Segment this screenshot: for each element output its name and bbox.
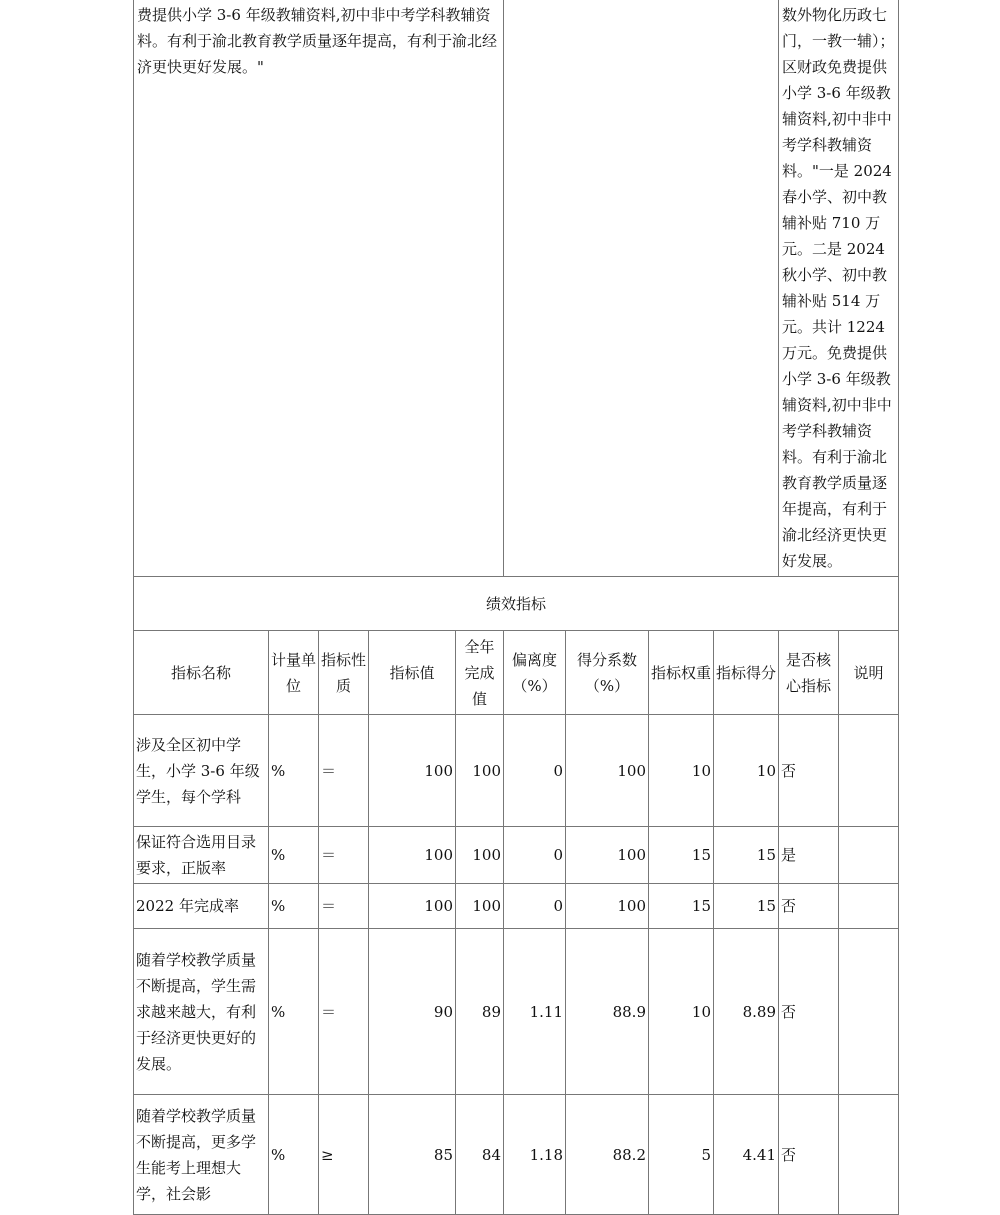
cell-weight: 15: [649, 827, 714, 884]
cell-actual: 89: [456, 929, 504, 1095]
header-deviation: 偏离度（%）: [504, 631, 566, 715]
summary-right-cell: 数外物化历政七门，一教一辅）；区财政免费提供小学 3-6 年级教辅资料,初中非中考学科教辅资料。"一是 2024 春小学、初中教辅补贴 710 万元。二是 2024 秋小学、初中教辅补贴 514 万元。共计 1224 万元。免费提供小学 3-6 年级教辅资料,初中非中考学科教辅资料。有利于渝北教育教学质量逐年提高，有利于渝北经济更快更好发展。: [779, 0, 899, 577]
cell-note: [839, 827, 899, 884]
cell-note: [839, 715, 899, 827]
header-name: 指标名称: [134, 631, 269, 715]
cell-name: 2022 年完成率: [134, 884, 269, 929]
cell-score: 8.89: [714, 929, 779, 1095]
cell-target: 85: [369, 1095, 456, 1215]
table-row: [134, 1095, 899, 1215]
cell-core: 是: [779, 827, 839, 884]
cell-deviation: 1.18: [504, 1095, 566, 1215]
cell-weight: 5: [649, 1095, 714, 1215]
cell-weight: 10: [649, 929, 714, 1095]
cell-actual: 100: [456, 827, 504, 884]
cell-target: 100: [369, 715, 456, 827]
cell-coef: 88.9: [566, 929, 649, 1095]
cell-actual: 100: [456, 884, 504, 929]
header-core: 是否核心指标: [779, 631, 839, 715]
cell-name: 随着学校教学质量不断提高，学生需求越来越大，有利于经济更快更好的发展。: [134, 929, 269, 1095]
cell-score: 4.41: [714, 1095, 779, 1215]
cell-actual: 100: [456, 715, 504, 827]
cell-note: [839, 884, 899, 929]
cell-target: 100: [369, 884, 456, 929]
cell-note: [839, 929, 899, 1095]
cell-core: 否: [779, 1095, 839, 1215]
cell-unit: %: [269, 715, 319, 827]
cell-name: 保证符合选用目录要求，正版率: [134, 827, 269, 884]
cell-core: 否: [779, 929, 839, 1095]
summary-row: [134, 0, 899, 577]
header-nature: 指标性质: [319, 631, 369, 715]
table-row: [134, 715, 899, 827]
cell-score: 15: [714, 827, 779, 884]
cell-coef: 88.2: [566, 1095, 649, 1215]
cell-core: 否: [779, 884, 839, 929]
cell-score: 15: [714, 884, 779, 929]
cell-nature: ＝: [319, 884, 369, 929]
header-score: 指标得分: [714, 631, 779, 715]
cell-deviation: 0: [504, 827, 566, 884]
cell-nature: ≥: [319, 1095, 369, 1215]
cell-nature: ＝: [319, 827, 369, 884]
header-coef: 得分系数（%）: [566, 631, 649, 715]
summary-middle-cell: [504, 0, 779, 577]
table-row: [134, 884, 899, 929]
header-actual: 全年完成值: [456, 631, 504, 715]
table-row: [134, 929, 899, 1095]
header-unit: 计量单位: [269, 631, 319, 715]
cell-unit: %: [269, 929, 319, 1095]
cell-name: 随着学校教学质量不断提高，更多学生能考上理想大学，社会影: [134, 1095, 269, 1215]
cell-weight: 10: [649, 715, 714, 827]
cell-coef: 100: [566, 715, 649, 827]
cell-nature: ＝: [319, 929, 369, 1095]
header-row: [134, 631, 899, 715]
cell-unit: %: [269, 1095, 319, 1215]
cell-name: 涉及全区初中学生，小学 3-6 年级学生，每个学科: [134, 715, 269, 827]
cell-note: [839, 1095, 899, 1215]
cell-nature: ＝: [319, 715, 369, 827]
performance-table: [133, 0, 899, 1215]
cell-coef: 100: [566, 884, 649, 929]
cell-weight: 15: [649, 884, 714, 929]
cell-target: 100: [369, 827, 456, 884]
cell-target: 90: [369, 929, 456, 1095]
cell-core: 否: [779, 715, 839, 827]
cell-unit: %: [269, 827, 319, 884]
header-target: 指标值: [369, 631, 456, 715]
section-title: 绩效指标: [134, 577, 899, 631]
cell-deviation: 1.11: [504, 929, 566, 1095]
cell-score: 10: [714, 715, 779, 827]
summary-left-cell: 费提供小学 3-6 年级教辅资料,初中非中考学科教辅资料。有利于渝北教育教学质量逐年提高，有利于渝北经济更快更好发展。": [134, 0, 504, 577]
cell-actual: 84: [456, 1095, 504, 1215]
header-weight: 指标权重: [649, 631, 714, 715]
cell-deviation: 0: [504, 715, 566, 827]
table-row: [134, 827, 899, 884]
cell-coef: 100: [566, 827, 649, 884]
header-note: 说明: [839, 631, 899, 715]
cell-unit: %: [269, 884, 319, 929]
cell-deviation: 0: [504, 884, 566, 929]
